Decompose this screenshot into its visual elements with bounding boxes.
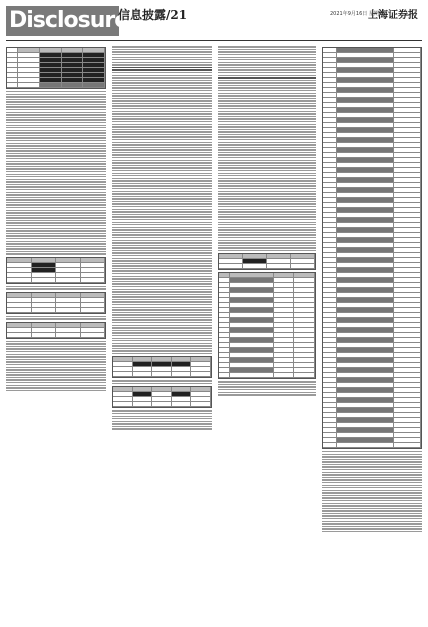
column-2 [112, 45, 212, 619]
column-4 [322, 45, 422, 619]
table-1 [6, 47, 106, 89]
table-4 [6, 322, 106, 339]
table-7 [218, 253, 316, 270]
dateline: 2021年9月16日 星期四 [330, 11, 384, 17]
section-title [118, 6, 187, 23]
column-3 [218, 45, 316, 619]
page-number: /21 [166, 8, 188, 22]
header-rule [6, 40, 422, 41]
table-2 [6, 257, 106, 284]
newspaper-name: 上海证券报 [368, 10, 418, 21]
brand-logo: Disclosure [6, 6, 119, 36]
table-9 [322, 47, 422, 449]
table-6 [112, 386, 212, 408]
column-1 [6, 45, 106, 619]
section-name: 信息披露 [118, 8, 167, 22]
table-5 [112, 356, 212, 378]
table-3 [6, 292, 106, 314]
table-8 [218, 272, 316, 379]
